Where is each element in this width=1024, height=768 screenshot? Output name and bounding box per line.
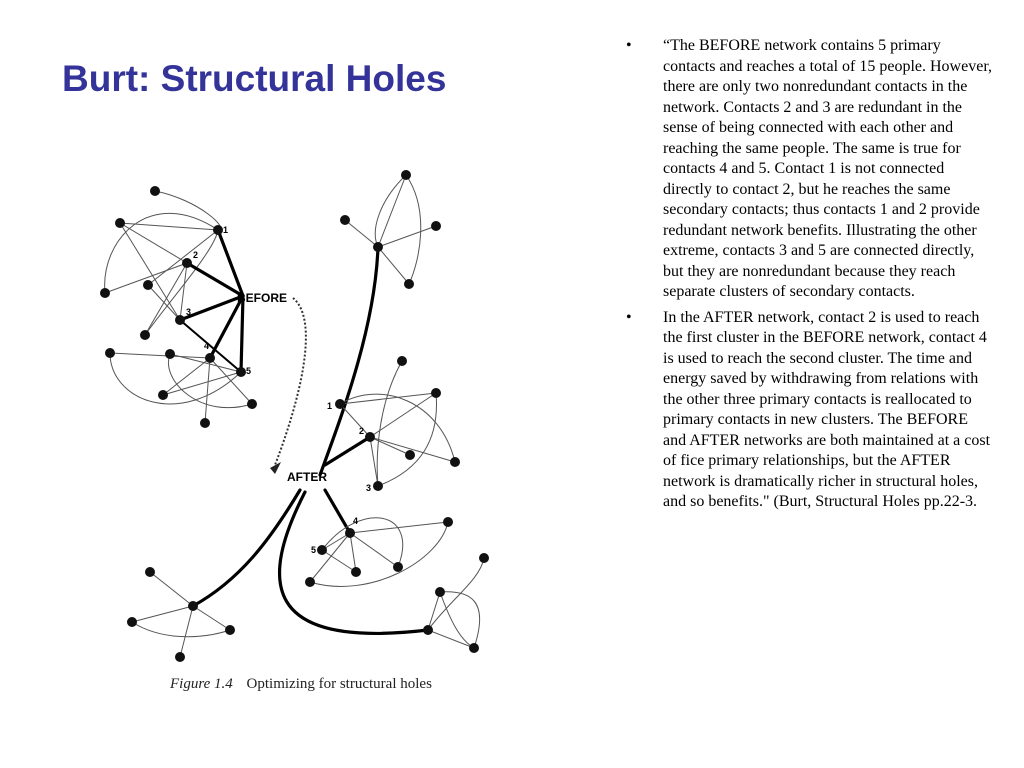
before-contact-label-1: 1 bbox=[223, 225, 229, 235]
after-contact-label-2: 2 bbox=[359, 426, 365, 436]
slide-title: Burt: Structural Holes bbox=[62, 58, 447, 99]
before-contact-label-2: 2 bbox=[193, 250, 199, 260]
after-contact-label-4: 4 bbox=[353, 516, 359, 526]
after-contact-label-3: 3 bbox=[366, 483, 372, 493]
before-contact-label-5: 5 bbox=[246, 366, 252, 376]
before-hub-label: BEFORE bbox=[237, 291, 288, 305]
figure-number: Figure 1.4 bbox=[170, 676, 233, 692]
bullet-text: “The BEFORE network contains 5 primary contacts and reaches a total of 15 people. However, there are only two nonredundant contacts in the network. Contacts 2 and 3 are redundant in the sense of being connected with each other and reaching the same people. The same is true for contacts 4 and 5. Contact 1 is not connected directly to contact 2, but he reaches the same secondary contacts; thus contacts 1 and 2 provide redundant network benefits. Illustrating the other extreme, contacts 3 and 5 are connected directly, but they are nonredundant because they reach separate clusters of secondary contacts. bbox=[663, 37, 992, 300]
network-nodes bbox=[100, 170, 489, 662]
after-contact-label-5: 5 bbox=[311, 545, 317, 555]
network-diagram bbox=[96, 168, 506, 674]
before-ego-edges bbox=[180, 230, 243, 372]
transition-arrow bbox=[275, 298, 306, 465]
figure-caption bbox=[170, 676, 432, 693]
bullet-text: In the AFTER network, contact 2 is used to reach the first cluster in the BEFORE network, contact 4 is used to reach the second cluster. The time and energy saved by withdrawing from relations with the other three primary contacts is reallocated to primary contacts in new clusters. The BEFORE and AFTER networks are both maintained at a cost of fice primary relationships, but the AFTER network is dramatically richer in structural holes, and so benefits." (Burt, Structural Holes pp.22-3. bbox=[663, 308, 991, 510]
after-contact-label-1: 1 bbox=[327, 401, 333, 411]
before-contact-label-4: 4 bbox=[204, 341, 210, 351]
bullet-item bbox=[622, 308, 994, 513]
before-cluster-edges bbox=[105, 191, 252, 423]
bullet-item bbox=[622, 36, 994, 303]
after-hub-label: AFTER bbox=[287, 470, 327, 484]
figure-caption-text: Optimizing for structural holes bbox=[246, 676, 432, 692]
before-contact-label-3: 3 bbox=[186, 307, 192, 317]
bullet-list bbox=[622, 36, 994, 518]
bullet-dot-icon: • bbox=[626, 37, 632, 54]
bullet-dot-icon: • bbox=[626, 308, 632, 326]
